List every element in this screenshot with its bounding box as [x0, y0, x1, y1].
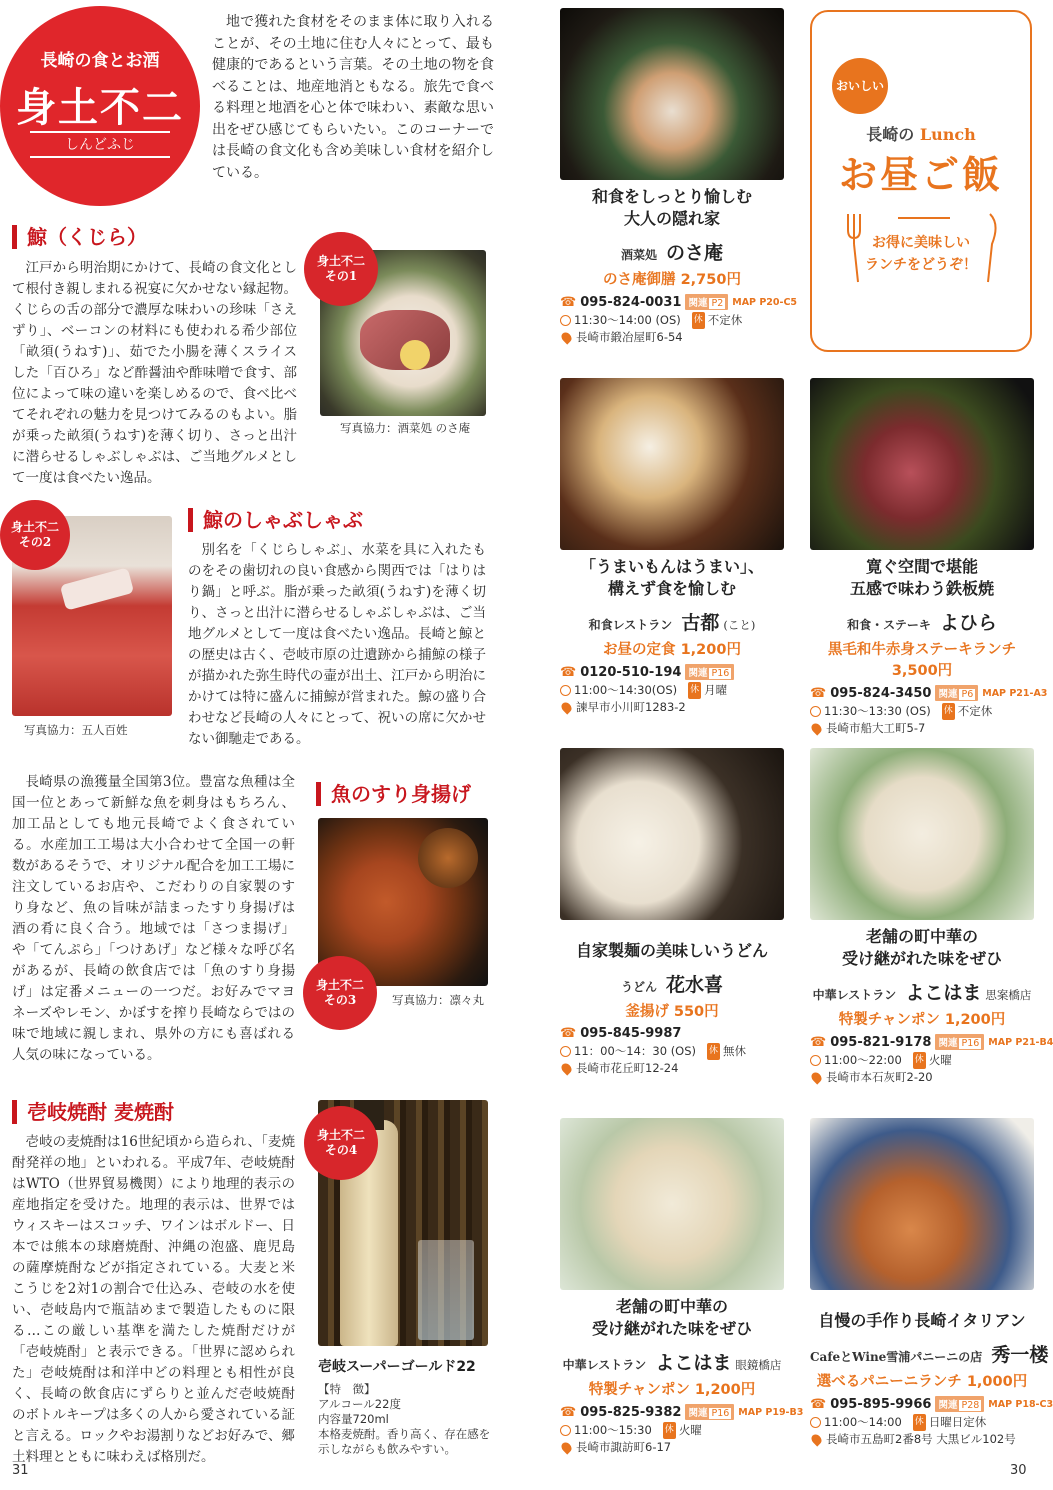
card-map: MAP P21-A3 — [982, 687, 1048, 699]
card-address: 長崎市鍛冶屋町6-54 — [576, 330, 683, 344]
card-name: 秀一楼 — [991, 1344, 1049, 1366]
card-name: 花水喜 — [666, 974, 724, 996]
closed-icon: 休 — [692, 312, 705, 329]
section-text-iki: 壱岐の麦焼酎は16世紀頃から造られ、「麦焼酎発祥の地」といわれる。平成7年、壱岐焼酎はWTO（世界貿易機関）により地理的表示の産地指定を受けた。地理的表示は、世界ではウィスキーはスコッチ、ワインはボルドー、日本では熊本の球磨焼酎、沖縄の泡盛、鹿児島の薩摩焼酎などが指定されている。大麦と米こうじを2対1の割合で仕込み、壱岐の水を使い、壱岐島内で瓶詰めまで製造したものに限る…この厳しい基準を満たした焼酎だけが「壱岐焼酎」と表示できる。「世界に認められた」壱岐焼酎は和洋中どの料理とも相性が良く、長崎の飲食店にずらりと並んだ壱岐焼酎のボトルキープは多くの人から愛されている証と言える。ロックやお湯割りなどお好みで、郷土料理とともに味わえば格別だ。 — [12, 1134, 295, 1465]
card-kind: 和食レストラン — [588, 618, 673, 632]
map-pin-icon — [809, 1070, 823, 1084]
card-tel[interactable]: 095-895-9966 — [830, 1396, 932, 1412]
card-caption-2: 構えず食を愉しむ — [607, 579, 736, 598]
card-menu: 特製チャンポン 1,200円 — [838, 1012, 1006, 1028]
kanren-tag: 関連 P2 — [685, 294, 728, 310]
title-circle — [0, 6, 200, 206]
card-address: 長崎市本石灰町2-20 — [826, 1070, 933, 1084]
badge-1: 身土不二 その1 — [304, 232, 378, 306]
card-tel-row — [560, 1404, 804, 1420]
closed-icon: 休 — [663, 1422, 676, 1439]
card-caption-1: 自慢の手作り長崎イタリアン — [818, 1311, 1026, 1330]
clock-icon — [560, 685, 571, 696]
clock-icon — [810, 706, 821, 717]
card-map: MAP P19-B3 — [738, 1406, 804, 1418]
card-kind: 中華レストラン — [562, 1358, 647, 1372]
card-tel[interactable]: 095-821-9178 — [830, 1034, 932, 1050]
card-menu: のさ庵御膳 2,750円 — [603, 272, 741, 288]
card-closed: 不定休 — [707, 313, 743, 327]
card-tel-row — [560, 664, 784, 680]
section-title-surimi: 魚のすり身揚げ — [316, 782, 471, 806]
circle-ruby: しんどふじ — [65, 137, 135, 153]
phone-icon: ☎ — [810, 685, 827, 701]
map-pin-icon — [559, 1440, 573, 1454]
kanren-tag: 関連 P16 — [685, 1404, 734, 1420]
card-name: 古都 — [681, 612, 720, 634]
section-text-shabu: 別名を「くじらしゃぶ」、水菜を具に入れたものをその歯切れの良い食感から関西では「はりはり鍋」と呼ぶ。脂が乗った畝須(うねす)を薄く切り、さっと出汁に潜らせるしゃぶしゃぶは、ご当地グルメとして一度は食べたい逸品。長崎と鯨との歴史は古く、壱岐市原の辻遺跡から捕鯨の様子が描かれた弥生時代の壷が出土、江戸から明治にかけては特に盛んに捕鯨が営まれた。鯨の盛り合わせなど長崎の人々にとって、祝いの席に欠かせない御馳走である。 — [188, 542, 486, 747]
card-tel-row — [560, 1026, 784, 1041]
page-number-left: 31 — [12, 1463, 29, 1478]
card-addr-row — [810, 720, 1034, 737]
card-branch: 眼鏡橋店 — [735, 1358, 782, 1372]
lunch-card — [560, 1118, 804, 1456]
clock-icon — [810, 1055, 821, 1066]
card-closed: 月曜 — [704, 683, 728, 697]
badge-3: 身土不二 その3 — [303, 956, 377, 1030]
card-caption-1: 自家製麺の美味しいうどん — [575, 941, 768, 960]
card-hours-row — [560, 312, 784, 329]
card-branch: (こと) — [723, 618, 756, 632]
card-addr-row — [810, 1069, 1034, 1086]
lunch-catch-2: ランチをどうぞ！ — [865, 257, 977, 273]
card-map: MAP P20-C5 — [732, 296, 798, 308]
card-caption-1: 和食をしっとり愉しむ — [591, 187, 752, 206]
credit-kujira: 写真協力：酒菜処 のさ庵 — [340, 421, 471, 435]
card-photo — [810, 378, 1034, 550]
card-caption-2: 大人の隠れ家 — [623, 209, 720, 228]
card-hours: 11:00〜15:30 — [574, 1423, 652, 1437]
card-tel[interactable]: 095-824-3450 — [830, 685, 932, 701]
card-hours: 11:30〜14:00 (OS) — [574, 313, 681, 327]
card-hours-row — [810, 1414, 1034, 1431]
card-name: よこはま — [655, 1352, 732, 1374]
section-text-surimi: 長崎県の漁獲量全国第3位。豊富な魚種は全国一位とあって新鮮な魚を刺身はもちろん、加工品としても地元長崎でよく食されている。水産加工工場は大小合わせて全国一の軒数があるそうで、オリジナル配合を加工工場に注文しているお店や、こだわりの自家製のすり身など、魚の旨味が詰まったすり身揚げは酒の肴に良く合う。地域では「さつま揚げ」や「てんぷら」「つけあげ」など様々な呼び名があるが、長崎の飲食店では「魚のすり身揚げ」は定番メニューの一つだ。お好みでマヨネーズやレモン、かぼすを搾り長崎ならではの味で地域に親しまれ、県外の方にも喜ばれる人気の味になっている。 — [12, 774, 295, 1063]
card-hours-row — [810, 703, 1034, 720]
lunch-sub-a: 長崎の — [866, 125, 915, 144]
closed-icon: 休 — [688, 682, 701, 699]
lunch-card — [810, 378, 1048, 737]
card-tel-row — [810, 1396, 1053, 1412]
product-name: 壱岐スーパーゴールド22 — [318, 1359, 476, 1375]
map-pin-icon — [559, 1061, 573, 1075]
map-pin-icon — [809, 721, 823, 735]
circle-title: 身土不二 — [16, 84, 184, 131]
card-photo — [560, 378, 784, 550]
card-menu: お昼の定食 1,200円 — [603, 642, 741, 658]
card-tel[interactable]: 095-845-9987 — [580, 1026, 682, 1041]
card-hours: 11:00〜22:00 — [824, 1053, 902, 1067]
card-name: よひら — [939, 612, 997, 634]
card-tel-row — [560, 294, 798, 310]
card-addr-row — [560, 1060, 784, 1077]
map-pin-icon — [559, 700, 573, 714]
card-addr-row — [560, 699, 784, 716]
card-map: MAP P18-C3 — [988, 1398, 1053, 1410]
kanren-tag: 関連 P16 — [685, 664, 734, 680]
closed-icon: 休 — [913, 1414, 926, 1431]
product-spec: 【特 徴】 アルコール22度 内容量720ml 本格麦焼酎。香り高く、存在感を 示しながらも飲みやすい。 — [318, 1382, 491, 1456]
lunch-card — [560, 8, 798, 346]
card-hours: 11:30〜13:30 (OS) — [824, 704, 931, 718]
card-hours-row — [810, 1052, 1034, 1069]
card-branch: 思案橋店 — [985, 988, 1032, 1002]
card-caption-1: 老舗の町中華の — [865, 927, 978, 946]
card-closed: 無休 — [723, 1044, 747, 1058]
card-closed: 火曜 — [928, 1053, 952, 1067]
phone-icon: ☎ — [560, 294, 577, 310]
card-menu: 釜揚げ 550円 — [625, 1004, 719, 1020]
card-hours: 11:00〜14:30(OS) — [574, 683, 678, 697]
card-tel[interactable]: 0120-510-194 — [580, 664, 682, 680]
card-addr-row — [560, 329, 784, 346]
circle-subtitle: 長崎の食とお酒 — [40, 51, 160, 71]
closed-icon: 休 — [913, 1052, 926, 1069]
lunch-sub-b: Lunch — [919, 125, 976, 144]
lunch-title-box — [810, 10, 1032, 352]
card-address: 諫早市小川町1283-2 — [576, 700, 686, 714]
card-kind: 中華レストラン — [812, 988, 897, 1002]
phone-icon: ☎ — [560, 1404, 577, 1420]
card-tel-row — [810, 1034, 1053, 1050]
card-caption-1: 寛ぐ空間で堪能 — [865, 557, 978, 576]
closed-icon: 休 — [942, 703, 955, 720]
card-caption-2: 五感で味わう鉄板焼 — [849, 579, 994, 598]
map-pin-icon — [559, 330, 573, 344]
section-title-kujira: 鯨（くじら） — [12, 225, 147, 249]
card-caption-1: 「うまいもんはうまい」、 — [579, 557, 764, 576]
kanren-tag: 関連 P6 — [935, 685, 978, 701]
oishii-badge: おいしい — [832, 58, 888, 114]
card-menu: 選べるパニーニランチ 1,000円 — [816, 1374, 1028, 1390]
card-map: MAP P21-B4 — [988, 1036, 1053, 1048]
card-caption-1: 老舗の町中華の — [615, 1297, 728, 1316]
phone-icon: ☎ — [810, 1396, 827, 1412]
card-photo — [560, 8, 784, 180]
card-hours-row — [560, 1422, 784, 1439]
card-hours-row — [560, 682, 784, 699]
card-addr-row — [560, 1439, 784, 1456]
credit-surimi: 写真協力：凛々丸 — [392, 993, 484, 1007]
section-text-kujira: 江戸から明治期にかけて、長崎の食文化として根付き親しまれる祝宴に欠かせない縁起物。くじらの舌の部分で濃厚な味わいの珍味「さえずり」、ベーコンの材料にも使われる希少部位「畝須(うねす)」、茹でた小腸を薄くスライスした「百ひろ」など酢醤油や酢味噌で食す、部位によって味の違いを楽しめるので、食べ比べてそれぞれの魅力を見つけてみるのもよい。脂が乗った畝須(うねす)を薄く切り、さっと出汁に潜らせるしゃぶしゃぶは、ご当地グルメとして一度は食べたい逸品。 — [12, 260, 297, 486]
card-kind: CafeとWine雪浦パニーニの店 — [810, 1350, 983, 1364]
card-address: 長崎市五島町2番8号 大黒ビル102号 — [826, 1432, 1016, 1446]
card-closed: 火曜 — [678, 1423, 702, 1437]
card-hours: 11:00〜14:00 — [824, 1415, 902, 1429]
page-number-right: 30 — [1010, 1463, 1027, 1478]
card-caption-2: 受け継がれた味をぜひ — [841, 949, 1002, 968]
card-tel-row — [810, 685, 1048, 701]
card-hours-row — [560, 1043, 784, 1060]
card-photo — [810, 1118, 1034, 1290]
badge-4: 身土不二 その4 — [304, 1106, 378, 1180]
card-caption-2: 受け継がれた味をぜひ — [591, 1319, 752, 1338]
closed-icon: 休 — [707, 1043, 720, 1060]
section-title-shabu: 鯨のしゃぶしゃぶ — [188, 508, 363, 532]
phone-icon: ☎ — [560, 1026, 577, 1041]
card-closed: 不定休 — [957, 704, 993, 718]
badge-2: 身土不二 その2 — [0, 500, 70, 570]
card-tel[interactable]: 095-824-0031 — [580, 294, 682, 310]
card-photo — [560, 748, 784, 920]
lunch-catch-1: お得に美味しい — [872, 235, 970, 251]
card-name: よこはま — [905, 982, 982, 1004]
card-kind: 和食・ステーキ — [847, 618, 931, 632]
card-menu: 特製チャンポン 1,200円 — [588, 1382, 756, 1398]
clock-icon — [560, 1425, 571, 1436]
clock-icon — [810, 1417, 821, 1428]
kanren-tag: 関連 P28 — [935, 1396, 984, 1412]
card-photo — [560, 1118, 784, 1290]
section-title-iki: 壱岐焼酎 麦焼酎 — [12, 1100, 174, 1124]
phone-icon: ☎ — [560, 664, 577, 680]
intro-text: 地で獲れた食材をそのまま体に取り入れることが、その土地に住む人々にとって、最も健康的であるという言葉。その土地の物を食べることは、地産地消ともなる。旅先で食べる料理と地酒を心と体で味わい、素敵な思い出をぜひ感じてもらいたい。このコーナーでは長崎の食文化も含め美味しい食材を紹介している。 — [212, 14, 494, 181]
lunch-card — [560, 748, 784, 1077]
card-kind: 酒菜処 — [620, 248, 657, 262]
credit-shabu: 写真協力：五人百姓 — [24, 723, 128, 737]
lunch-card — [810, 748, 1053, 1086]
card-kind: うどん — [620, 980, 657, 994]
lunch-card — [810, 1118, 1053, 1448]
card-hours: 11：00〜14：30 (OS) — [574, 1044, 697, 1058]
card-address: 長崎市花丘町12-24 — [576, 1061, 679, 1075]
card-address: 長崎市諏訪町6-17 — [576, 1440, 672, 1454]
clock-icon — [560, 315, 571, 326]
card-closed: 日曜日定休 — [928, 1415, 987, 1429]
card-menu: 黒毛和牛赤身ステーキランチ 3,500円 — [827, 642, 1017, 679]
kanren-tag: 関連 P16 — [935, 1034, 984, 1050]
card-name: のさ庵 — [666, 242, 724, 264]
lunch-title: お昼ご飯 — [838, 152, 1003, 197]
phone-icon: ☎ — [810, 1034, 827, 1050]
lunch-card — [560, 378, 784, 716]
card-address: 長崎市船大工町5-7 — [826, 721, 926, 735]
card-tel[interactable]: 095-825-9382 — [580, 1404, 682, 1420]
card-addr-row — [810, 1431, 1034, 1448]
map-pin-icon — [809, 1432, 823, 1446]
clock-icon — [560, 1046, 571, 1057]
card-photo — [810, 748, 1034, 920]
